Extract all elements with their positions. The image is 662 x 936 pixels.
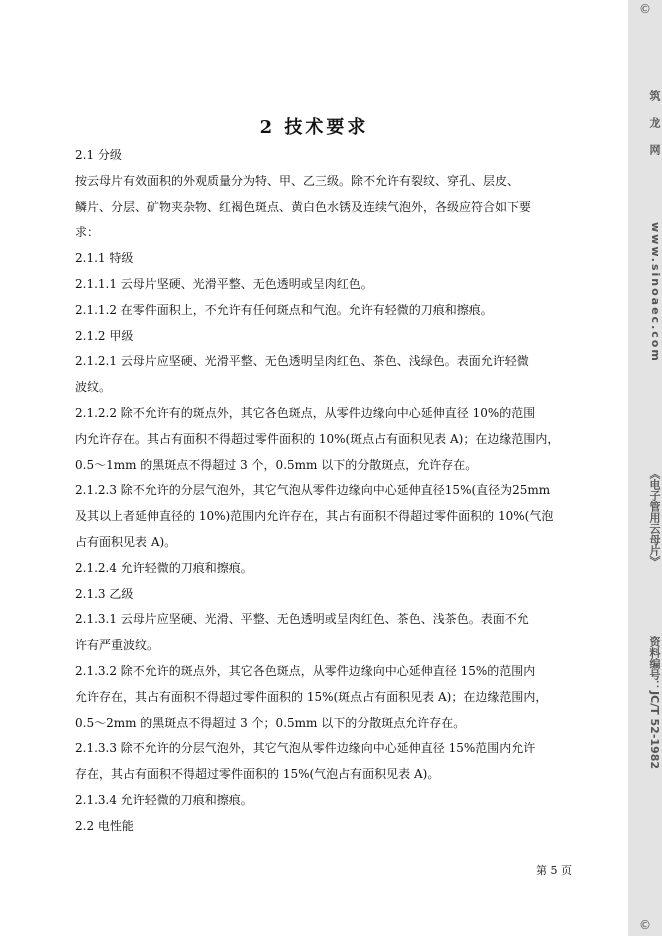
text-line: 按云母片有效面积的外观质量分为特、甲、乙三级。除不允许有裂纹、穿孔、层皮、 bbox=[75, 173, 520, 188]
text-line: 波纹。 bbox=[75, 380, 112, 395]
text-line: 2.1.3.1 云母片应坚硬、光滑、平整、无色透明或呈肉红色、茶色、浅茶色。表面不允 bbox=[75, 612, 529, 627]
text-line: 存在，其占有面积不得超过零件面积的 15%(气泡占有面积见表 A)。 bbox=[75, 767, 440, 782]
page-number: 第 5 页 bbox=[536, 864, 572, 877]
text-line: 2.1.1.2 在零件面积上，不允许有任何斑点和气泡。允许有轻微的刀痕和擦痕。 bbox=[75, 302, 493, 317]
text-line: 0.5～1mm 的黑斑点不得超过 3 个，0.5mm 以下的分散斑点，允许存在。 bbox=[75, 457, 478, 472]
text-line: 2.1.3.4 允许轻微的刀痕和擦痕。 bbox=[75, 793, 253, 807]
text-line: 许有严重波纹。 bbox=[75, 638, 160, 653]
text-line: 2.1.3.3 除不允许的分层气泡外，其它气泡从零件边缘向中心延伸直径 15%范围内允许 bbox=[75, 741, 536, 756]
site-name: 筑 龙 网 bbox=[648, 90, 661, 161]
text-line: 占有面积见表 A)。 bbox=[75, 535, 177, 549]
text-line: 2.1.1.1 云母片坚硬、光滑平整、无色透明或呈肉红色。 bbox=[75, 277, 373, 291]
text-line: 允许存在，其占有面积不得超过零件面积的 15%(斑点占有面积见表 A)；在边缘范围内， bbox=[75, 689, 548, 704]
text-line: 及其以上者延伸直径的 10%)范围内允许存在，其占有面积不得超过零件面积的 10%(气泡 bbox=[75, 509, 554, 524]
site-url: www.sinoaec.com bbox=[649, 222, 662, 363]
text-line: 2.1.2 甲级 bbox=[75, 328, 134, 343]
text-line: 2.1.2.2 除不允许有的斑点外，其它各色斑点，从零件边缘向中心延伸直径 10%的范围 bbox=[75, 406, 536, 420]
text-line: 鳞片、分层、矿物夹杂物、红褐色斑点、黄白色水锈及连续气泡外，各级应符合如下要 bbox=[75, 199, 532, 214]
text-line: 2.1.2.3 除不允许的分层气泡外，其它气泡从零件边缘向中心延伸直径15%(直径为25mm bbox=[75, 483, 551, 498]
copyright-top: © bbox=[639, 2, 651, 16]
text-line: 2.1.2.4 允许轻微的刀痕和擦痕。 bbox=[75, 560, 253, 575]
copyright-bottom: © bbox=[639, 918, 651, 932]
text-line: 2.1 分级 bbox=[75, 148, 122, 162]
text-line: 2.2 电性能 bbox=[75, 818, 134, 833]
text-line: 0.5～2mm 的黑斑点不得超过 3 个；0.5mm 以下的分散斑点允许存在。 bbox=[75, 715, 466, 730]
text-line: 2.1.2.1 云母片应坚硬、光滑平整、无色透明呈肉红色、茶色、浅绿色。表面允许轻微 bbox=[75, 354, 529, 369]
text-line: 2.1.1 特级 bbox=[75, 251, 134, 266]
document-title: 《电子管用云母片》 bbox=[648, 468, 661, 567]
text-line: 内允许存在。其占有面积不得超过零件面积的 10%(斑点占有面积见表 A)；在边缘范围内， bbox=[75, 431, 560, 446]
text-line: 求： bbox=[75, 225, 100, 240]
document-code: 资料编号：JC/T 52-1982 bbox=[648, 636, 661, 770]
text-line: 2.1.3 乙级 bbox=[75, 586, 134, 601]
section-title: 2 技术要求 bbox=[259, 117, 369, 138]
text-line: 2.1.3.2 除不允许的斑点外，其它各色斑点，从零件边缘向中心延伸直径 15%的范围内 bbox=[75, 664, 536, 678]
watermark-sidebar bbox=[628, 0, 662, 936]
